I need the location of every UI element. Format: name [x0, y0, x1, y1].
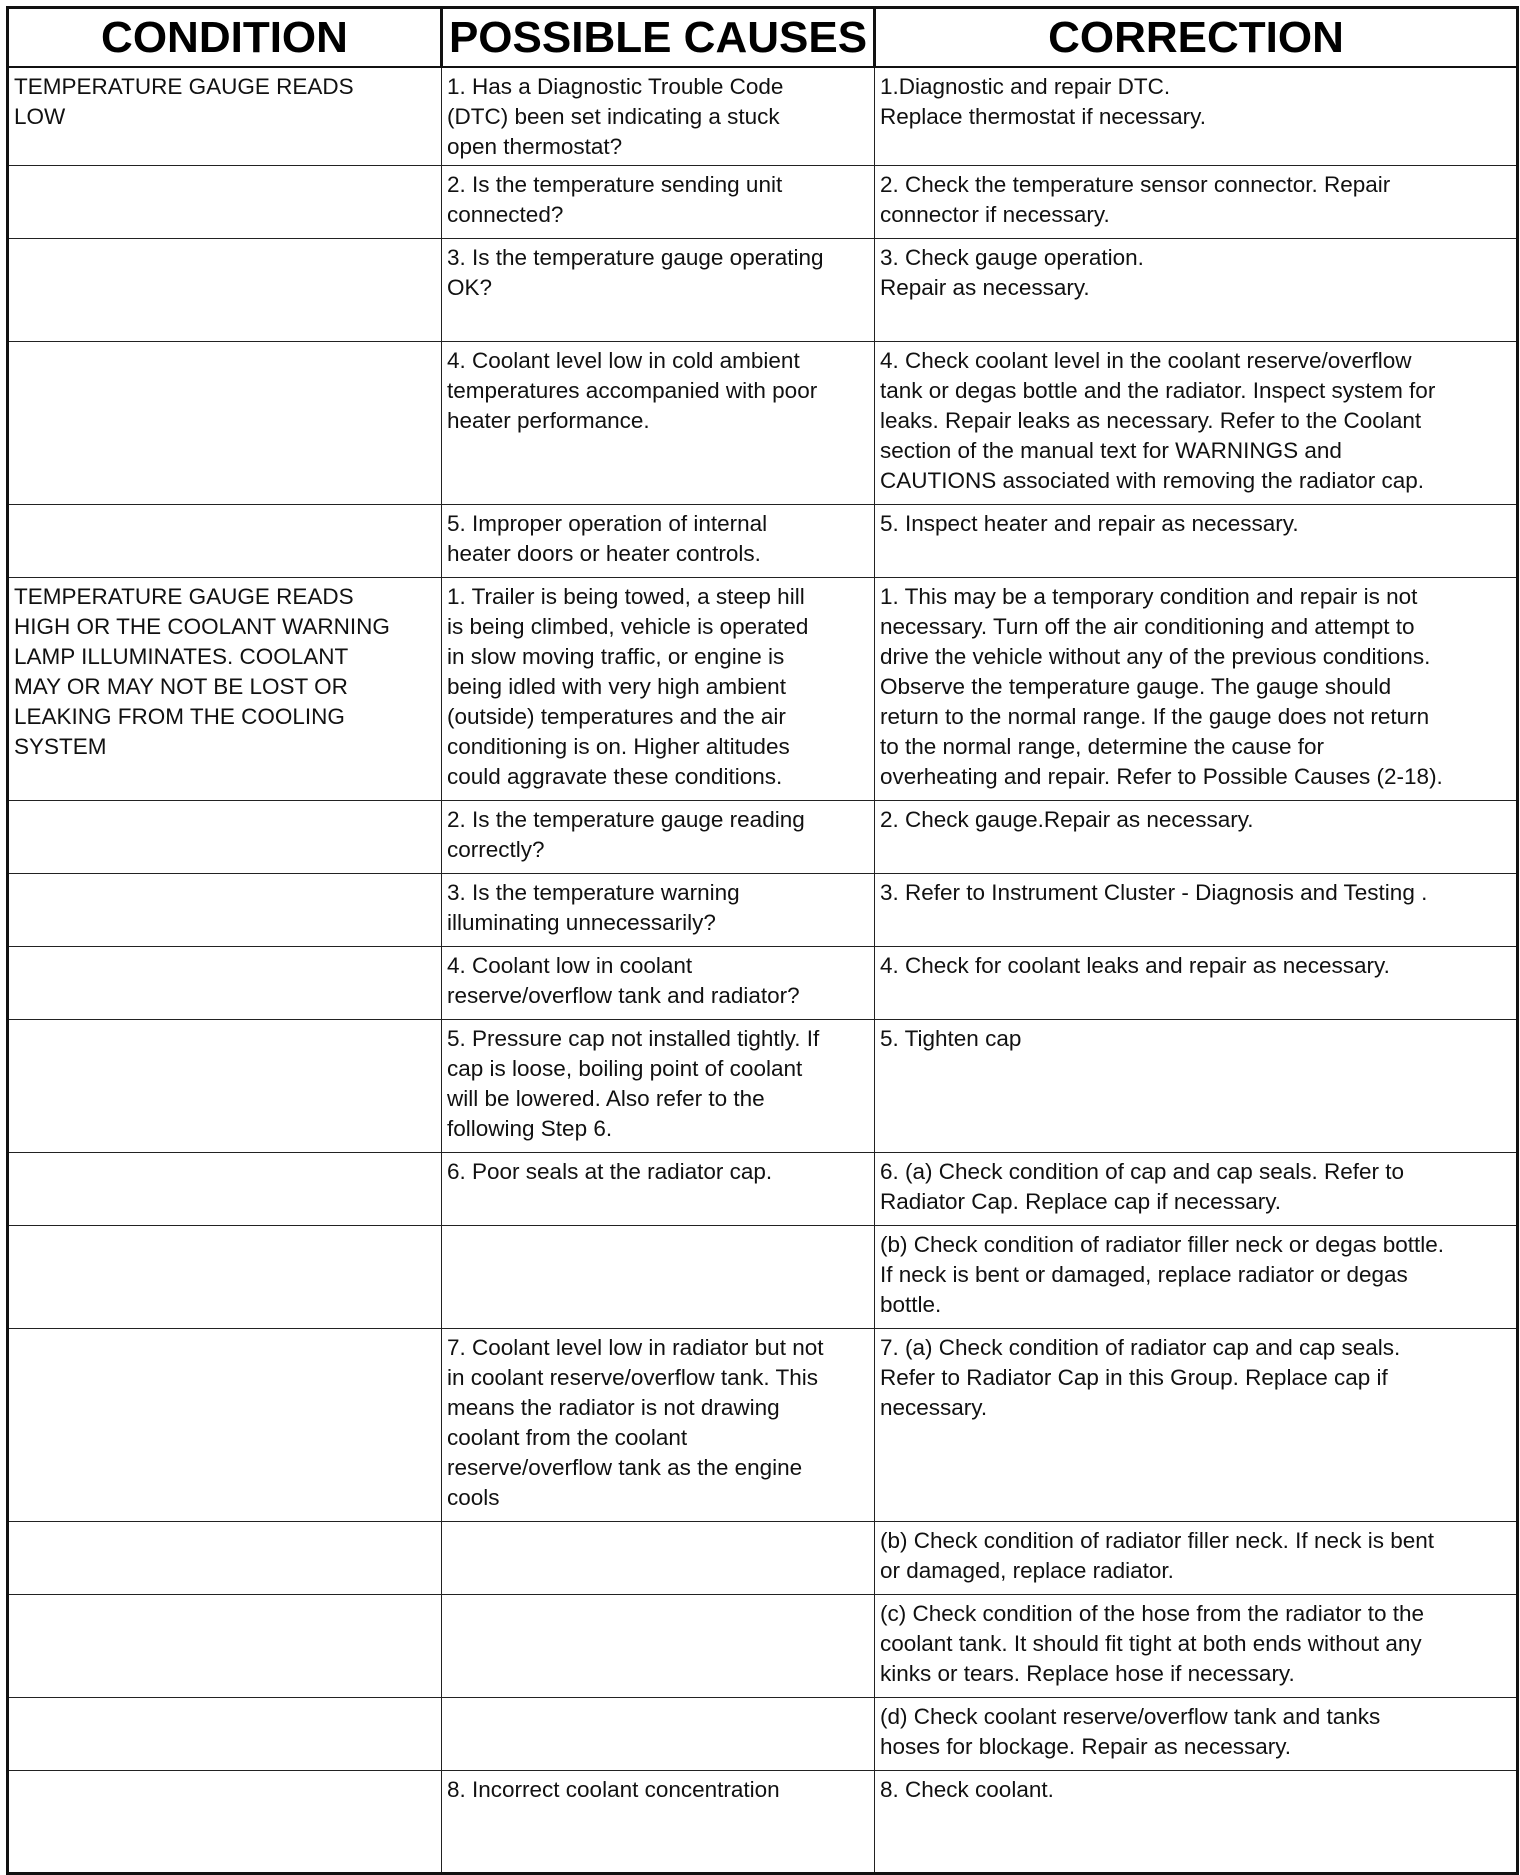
cause-cell: [442, 1698, 875, 1771]
table-row: [8, 1771, 1518, 1874]
condition-cell: [8, 801, 442, 874]
correction-cell: [875, 1020, 1518, 1153]
correction-cell: [875, 505, 1518, 578]
cause-cell: [442, 874, 875, 947]
condition-cell: [8, 947, 442, 1020]
correction-cell: [875, 578, 1518, 801]
correction-cell: [875, 1595, 1518, 1698]
cause-cell: [442, 947, 875, 1020]
table-row: [8, 505, 1518, 578]
table-row: [8, 1698, 1518, 1771]
condition-cell: [8, 1771, 442, 1874]
cause-cell: [442, 342, 875, 505]
condition-cell: [8, 67, 442, 166]
correction-text: 1. This may be a temporary condition and repair is not necessary. Turn off the air conditioning and attempt to drive the vehicle without any of the previous conditions. Observe the temperature gauge. The gauge should return to the normal range. If the gauge does not return to the normal range, determine the cause for overheating and repair. Refer to Possible Causes (2-18).: [880, 584, 1443, 789]
cause-text: 3. Is the temperature warning illuminating unnecessarily?: [447, 880, 740, 935]
correction-text: 4. Check coolant level in the coolant reserve/overflow tank or degas bottle and the radiator. Inspect system for leaks. Repair leaks as necessary. Refer to the Coolant section of the manual text for WARNINGS and CAUTIONS associated with removing the radiator cap.: [880, 348, 1436, 493]
header-correction: CORRECTION: [875, 8, 1518, 68]
condition-cell: [8, 1153, 442, 1226]
table-row: [8, 67, 1518, 166]
cause-text: 4. Coolant level low in cold ambient temperatures accompanied with poor heater performance.: [447, 348, 818, 433]
correction-cell: [875, 166, 1518, 239]
correction-cell: [875, 1698, 1518, 1771]
correction-cell: [875, 342, 1518, 505]
correction-text: 2. Check the temperature sensor connector. Repair connector if necessary.: [880, 172, 1391, 227]
condition-cell: [8, 1698, 442, 1771]
correction-cell: [875, 1226, 1518, 1329]
condition-cell: [8, 1226, 442, 1329]
cause-text: 1. Has a Diagnostic Trouble Code (DTC) been set indicating a stuck open thermostat?: [447, 74, 784, 159]
cause-cell: [442, 1595, 875, 1698]
header-possible-causes: POSSIBLE CAUSES: [442, 8, 875, 68]
cause-text: 6. Poor seals at the radiator cap.: [447, 1159, 773, 1184]
table-row: [8, 166, 1518, 239]
correction-text: 8. Check coolant.: [880, 1777, 1054, 1802]
correction-cell: [875, 1522, 1518, 1595]
cause-cell: [442, 1522, 875, 1595]
correction-text: 7. (a) Check condition of radiator cap and cap seals. Refer to Radiator Cap in this Group. Replace cap if necessary.: [880, 1335, 1401, 1420]
cause-text: 7. Coolant level low in radiator but not in coolant reserve/overflow tank. This means the radiator is not drawing coolant from the coolant reserve/overflow tank as the engine cools: [447, 1335, 824, 1510]
correction-text: 4. Check for coolant leaks and repair as necessary.: [880, 953, 1390, 978]
cause-cell: [442, 67, 875, 166]
header-condition: CONDITION: [8, 8, 442, 68]
table-row: [8, 342, 1518, 505]
condition-text: TEMPERATURE GAUGE READS HIGH OR THE COOLANT WARNING LAMP ILLUMINATES. COOLANT MAY OR MAY NOT BE LOST OR LEAKING FROM THE COOLING SYSTEM: [14, 584, 390, 759]
condition-cell: [8, 239, 442, 342]
condition-cell: [8, 342, 442, 505]
correction-text: 5. Inspect heater and repair as necessary.: [880, 511, 1299, 536]
cause-text: 4. Coolant low in coolant reserve/overflow tank and radiator?: [447, 953, 800, 1008]
condition-cell: [8, 505, 442, 578]
correction-cell: [875, 1153, 1518, 1226]
table-row: [8, 1020, 1518, 1153]
header-row: [8, 8, 1518, 68]
correction-text: (b) Check condition of radiator filler neck or degas bottle. If neck is bent or damaged, replace radiator or degas bottle.: [880, 1232, 1445, 1317]
cause-cell: [442, 1771, 875, 1874]
table-row: [8, 947, 1518, 1020]
table-row: [8, 1153, 1518, 1226]
cause-cell: [442, 166, 875, 239]
cause-text: 8. Incorrect coolant concentration: [447, 1777, 780, 1802]
correction-cell: [875, 801, 1518, 874]
cause-text: 5. Improper operation of internal heater doors or heater controls.: [447, 511, 768, 566]
correction-cell: [875, 1771, 1518, 1874]
cause-cell: [442, 239, 875, 342]
table-row: [8, 239, 1518, 342]
cause-cell: [442, 1329, 875, 1522]
condition-cell: [8, 578, 442, 801]
table-row: [8, 801, 1518, 874]
correction-text: (b) Check condition of radiator filler neck. If neck is bent or damaged, replace radiator.: [880, 1528, 1435, 1583]
table-row: [8, 1329, 1518, 1522]
correction-text: 2. Check gauge.Repair as necessary.: [880, 807, 1254, 832]
condition-cell: [8, 1522, 442, 1595]
correction-cell: [875, 947, 1518, 1020]
correction-text: (d) Check coolant reserve/overflow tank and tanks hoses for blockage. Repair as necessary.: [880, 1704, 1381, 1759]
cause-cell: [442, 578, 875, 801]
correction-text: 1.Diagnostic and repair DTC. Replace thermostat if necessary.: [880, 74, 1206, 129]
correction-cell: [875, 67, 1518, 166]
cause-text: 1. Trailer is being towed, a steep hill is being climbed, vehicle is operated in slow moving traffic, or engine is being idled with very high ambient (outside) temperatures and the air conditioning is on. Higher altitudes could aggravate these conditions.: [447, 584, 809, 789]
condition-cell: [8, 874, 442, 947]
cause-cell: [442, 1020, 875, 1153]
table-row: [8, 1595, 1518, 1698]
correction-text: 3. Check gauge operation. Repair as necessary.: [880, 245, 1144, 300]
correction-cell: [875, 1329, 1518, 1522]
correction-text: (c) Check condition of the hose from the radiator to the coolant tank. It should fit tight at both ends without any kinks or tears. Replace hose if necessary.: [880, 1601, 1425, 1686]
condition-cell: [8, 1329, 442, 1522]
cause-cell: [442, 801, 875, 874]
condition-cell: [8, 166, 442, 239]
correction-text: 6. (a) Check condition of cap and cap seals. Refer to Radiator Cap. Replace cap if necessary.: [880, 1159, 1405, 1214]
cause-text: 2. Is the temperature gauge reading correctly?: [447, 807, 805, 862]
cause-cell: [442, 505, 875, 578]
condition-text: TEMPERATURE GAUGE READS LOW: [14, 74, 354, 129]
table-row: [8, 1522, 1518, 1595]
cause-text: 3. Is the temperature gauge operating OK?: [447, 245, 824, 300]
condition-cell: [8, 1020, 442, 1153]
cause-cell: [442, 1153, 875, 1226]
cause-text: 5. Pressure cap not installed tightly. If cap is loose, boiling point of coolant will be lowered. Also refer to the following Step 6.: [447, 1026, 820, 1141]
correction-cell: [875, 874, 1518, 947]
table-row: [8, 874, 1518, 947]
correction-text: 3. Refer to Instrument Cluster - Diagnosis and Testing .: [880, 880, 1428, 905]
correction-cell: [875, 239, 1518, 342]
condition-cell: [8, 1595, 442, 1698]
diagnosis-table: [6, 6, 1519, 1875]
table-row: [8, 1226, 1518, 1329]
table-row: [8, 578, 1518, 801]
correction-text: 5. Tighten cap: [880, 1026, 1022, 1051]
cause-text: 2. Is the temperature sending unit connected?: [447, 172, 783, 227]
cause-cell: [442, 1226, 875, 1329]
